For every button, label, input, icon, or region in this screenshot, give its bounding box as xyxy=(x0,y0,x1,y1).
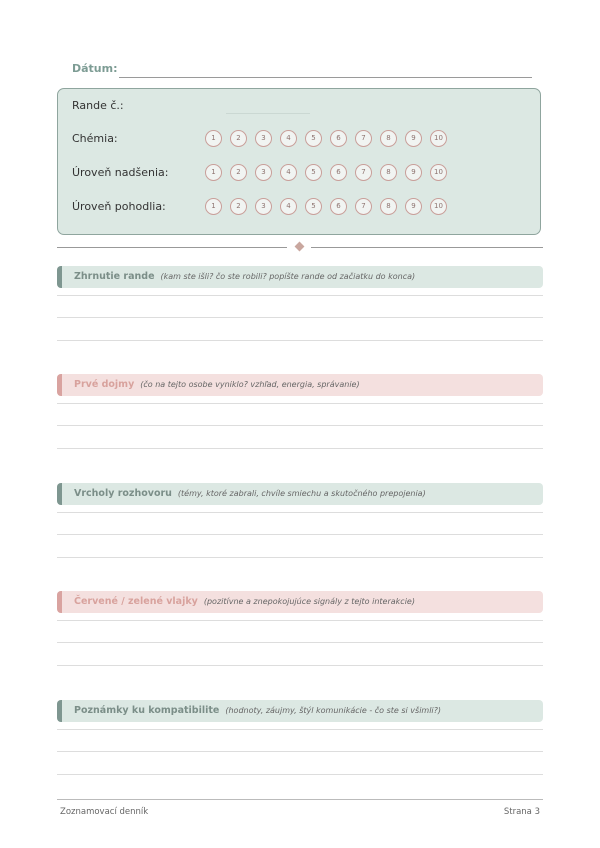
rating-option[interactable]: 7 xyxy=(355,164,372,181)
rating-option[interactable]: 7 xyxy=(355,130,372,147)
rating-option[interactable]: 2 xyxy=(230,130,247,147)
section-title xyxy=(74,488,426,499)
rating-option[interactable]: 8 xyxy=(380,164,397,181)
rating-option[interactable]: 6 xyxy=(330,130,347,147)
rating-option[interactable]: 5 xyxy=(305,198,322,215)
footer-title: Zoznamovací denník xyxy=(60,807,149,817)
writing-line[interactable] xyxy=(57,317,543,318)
writing-line[interactable] xyxy=(57,340,543,341)
section-subtitle: (čo na tejto osobe vyniklo? vzhľad, energia, správanie) xyxy=(140,380,360,389)
section-accent-bar xyxy=(57,266,62,288)
rating-option[interactable]: 3 xyxy=(255,130,272,147)
writing-line[interactable] xyxy=(57,751,543,752)
writing-line[interactable] xyxy=(57,295,543,296)
rating-option[interactable]: 2 xyxy=(230,164,247,181)
rating-scale-chemistry xyxy=(205,130,455,147)
section-header xyxy=(57,700,543,722)
date-number-input-line[interactable] xyxy=(226,113,310,114)
rating-option[interactable]: 3 xyxy=(255,198,272,215)
rating-row-comfort xyxy=(72,198,530,218)
section-title-text: Poznámky ku kompatibilite xyxy=(74,705,220,716)
rating-option[interactable]: 5 xyxy=(305,164,322,181)
rating-scale-comfort xyxy=(205,198,455,215)
section-title xyxy=(74,271,415,282)
section-title-text: Vrcholy rozhovoru xyxy=(74,488,172,499)
date-number-row xyxy=(72,97,530,117)
section-subtitle: (kam ste išli? čo ste robili? popíšte rande od začiatku do konca) xyxy=(160,272,416,281)
rating-label-comfort: Úroveň pohodlia: xyxy=(72,200,166,213)
rating-option[interactable]: 5 xyxy=(305,130,322,147)
writing-line[interactable] xyxy=(57,642,543,643)
section-date-summary xyxy=(57,266,543,342)
section-first-impressions xyxy=(57,374,543,450)
ornamental-divider xyxy=(57,240,543,254)
rating-label-excitement: Úroveň nadšenia: xyxy=(72,166,169,179)
rating-option[interactable]: 4 xyxy=(280,164,297,181)
rating-option[interactable]: 6 xyxy=(330,164,347,181)
rating-row-chemistry xyxy=(72,130,530,150)
section-flags xyxy=(57,591,543,667)
section-accent-bar xyxy=(57,483,62,505)
section-subtitle: (hodnoty, záujmy, štýl komunikácie - čo ste si všimli?) xyxy=(225,706,442,715)
section-title-text: Červené / zelené vlajky xyxy=(74,596,198,607)
section-title xyxy=(74,379,360,390)
section-title-text: Prvé dojmy xyxy=(74,379,135,390)
page-number: Strana 3 xyxy=(503,807,540,817)
date-label: Dátum: xyxy=(72,62,118,75)
section-header xyxy=(57,266,543,288)
writing-line[interactable] xyxy=(57,729,543,730)
rating-row-excitement xyxy=(72,164,530,184)
date-number-label: Rande č.: xyxy=(72,99,124,112)
rating-option[interactable]: 3 xyxy=(255,164,272,181)
writing-line[interactable] xyxy=(57,534,543,535)
writing-line[interactable] xyxy=(57,774,543,775)
section-subtitle: (témy, ktoré zabrali, chvíle smiechu a skutočného prepojenia) xyxy=(177,489,426,498)
rating-option[interactable]: 4 xyxy=(280,198,297,215)
rating-box xyxy=(57,88,541,235)
section-accent-bar xyxy=(57,591,62,613)
section-title-text: Zhrnutie rande xyxy=(74,271,155,282)
rating-option[interactable]: 9 xyxy=(405,130,422,147)
rating-scale-excitement xyxy=(205,164,455,181)
writing-line[interactable] xyxy=(57,620,543,621)
rating-option[interactable]: 10 xyxy=(430,198,447,215)
date-input-line[interactable] xyxy=(119,77,532,78)
writing-line[interactable] xyxy=(57,512,543,513)
writing-line[interactable] xyxy=(57,425,543,426)
date-field[interactable] xyxy=(72,62,532,80)
writing-line[interactable] xyxy=(57,403,543,404)
section-title xyxy=(74,705,441,716)
rating-option[interactable]: 1 xyxy=(205,130,222,147)
section-title xyxy=(74,596,415,607)
section-compatibility-notes xyxy=(57,700,543,776)
rating-option[interactable]: 9 xyxy=(405,198,422,215)
section-header xyxy=(57,374,543,396)
section-conversation-highlights xyxy=(57,483,543,559)
section-accent-bar xyxy=(57,374,62,396)
section-subtitle: (pozitívne a znepokojujúce signály z tejto interakcie) xyxy=(203,597,415,606)
rating-option[interactable]: 7 xyxy=(355,198,372,215)
section-header xyxy=(57,591,543,613)
writing-line[interactable] xyxy=(57,665,543,666)
rating-option[interactable]: 8 xyxy=(380,130,397,147)
rating-label-chemistry: Chémia: xyxy=(72,132,118,145)
section-accent-bar xyxy=(57,700,62,722)
diamond-icon xyxy=(295,242,305,252)
rating-option[interactable]: 10 xyxy=(430,164,447,181)
writing-line[interactable] xyxy=(57,448,543,449)
rating-option[interactable]: 1 xyxy=(205,164,222,181)
rating-option[interactable]: 8 xyxy=(380,198,397,215)
rating-option[interactable]: 4 xyxy=(280,130,297,147)
writing-line[interactable] xyxy=(57,557,543,558)
rating-option[interactable]: 1 xyxy=(205,198,222,215)
rating-option[interactable]: 2 xyxy=(230,198,247,215)
divider-line-left xyxy=(57,247,287,248)
rating-option[interactable]: 9 xyxy=(405,164,422,181)
divider-line-right xyxy=(311,247,543,248)
rating-option[interactable]: 6 xyxy=(330,198,347,215)
rating-option[interactable]: 10 xyxy=(430,130,447,147)
footer-divider xyxy=(57,799,543,800)
section-header xyxy=(57,483,543,505)
